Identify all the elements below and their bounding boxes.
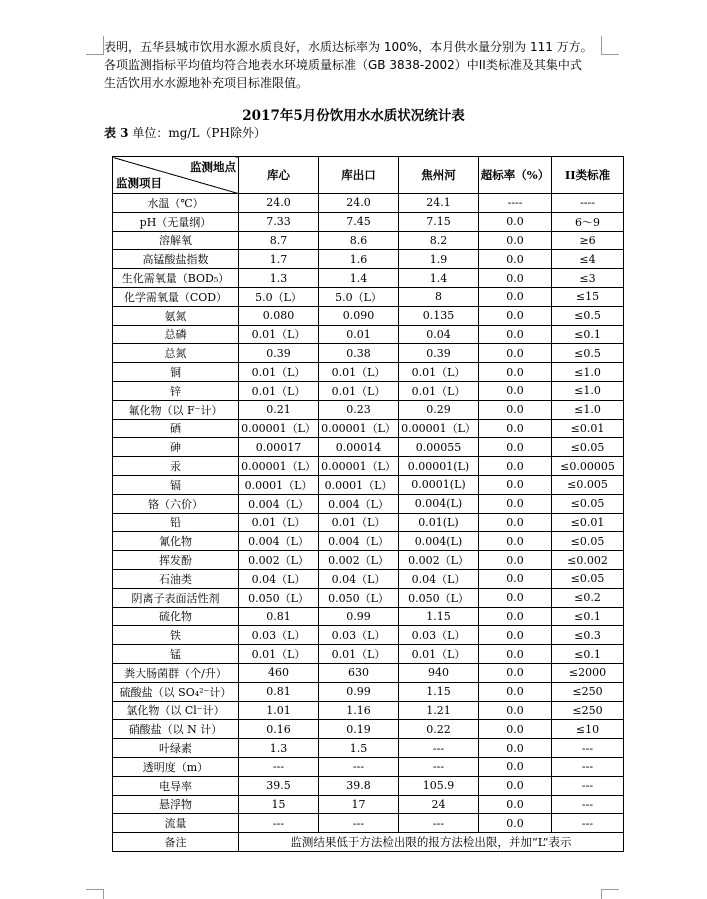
- exceed-rate-cell: 0.0: [479, 607, 552, 626]
- jiaozhouhe-cell: 8: [399, 287, 479, 306]
- table-row: [113, 814, 624, 833]
- kuchukou-cell: 0.004（L）: [319, 532, 399, 551]
- jiaozhouhe-cell: 1.4: [399, 269, 479, 288]
- class-ii-standard-cell: ≤0.01: [552, 419, 624, 438]
- class-ii-standard-cell: ≤0.05: [552, 532, 624, 551]
- class-ii-standard-cell: ≤10: [552, 720, 624, 739]
- exceed-rate-cell: 0.0: [479, 757, 552, 776]
- class-ii-standard-cell: ---: [552, 776, 624, 795]
- item-cell: 流量: [113, 814, 239, 833]
- remarks-label: 备注: [113, 833, 239, 852]
- table-row: [113, 475, 624, 494]
- crop-mark-bottom-right-v: [601, 889, 602, 899]
- exceed-rate-cell: 0.0: [479, 287, 552, 306]
- exceed-rate-cell: 0.0: [479, 419, 552, 438]
- jiaozhouhe-cell: 0.22: [399, 720, 479, 739]
- item-cell: 硒: [113, 419, 239, 438]
- table-row: [113, 363, 624, 382]
- class-ii-standard-cell: ≤0.3: [552, 626, 624, 645]
- kuchukou-cell: 0.002（L）: [319, 551, 399, 570]
- table-row: [113, 212, 624, 231]
- jiaozhouhe-cell: 0.00055: [399, 438, 479, 457]
- kuxin-cell: 0.01（L）: [239, 645, 319, 664]
- crop-mark-bottom-left-v: [103, 889, 104, 899]
- kuxin-cell: 0.00001（L）: [239, 419, 319, 438]
- exceed-rate-cell: 0.0: [479, 438, 552, 457]
- exceed-rate-cell: 0.0: [479, 720, 552, 739]
- jiaozhouhe-cell: 0.004(L): [399, 532, 479, 551]
- kuxin-cell: 460: [239, 663, 319, 682]
- kuxin-cell: 0.16: [239, 720, 319, 739]
- item-cell: 水温（℃）: [113, 194, 239, 213]
- jiaozhouhe-cell: 1.15: [399, 682, 479, 701]
- kuchukou-cell: 0.01（L）: [319, 645, 399, 664]
- exceed-rate-cell: 0.0: [479, 457, 552, 476]
- item-cell: 悬浮物: [113, 795, 239, 814]
- exceed-rate-cell: 0.0: [479, 663, 552, 682]
- kuchukou-cell: 1.4: [319, 269, 399, 288]
- class-ii-standard-cell: ---: [552, 795, 624, 814]
- class-ii-standard-cell: ≤0.1: [552, 325, 624, 344]
- class-ii-standard-cell: ≤0.05: [552, 438, 624, 457]
- kuxin-cell: 0.21: [239, 400, 319, 419]
- kuxin-cell: 5.0（L）: [239, 287, 319, 306]
- exceed-rate-cell: 0.0: [479, 475, 552, 494]
- table-title: 2017年5月份饮用水水质状况统计表: [242, 108, 465, 124]
- kuchukou-cell: 8.6: [319, 231, 399, 250]
- item-cell: 铁: [113, 626, 239, 645]
- kuxin-cell: 0.002（L）: [239, 551, 319, 570]
- kuchukou-cell: 24.0: [319, 194, 399, 213]
- crop-mark-bottom-left-h: [86, 889, 104, 890]
- jiaozhouhe-cell: 0.01（L）: [399, 381, 479, 400]
- table-row: [113, 231, 624, 250]
- class-ii-standard-cell: ≤15: [552, 287, 624, 306]
- jiaozhouhe-cell: 1.15: [399, 607, 479, 626]
- class-ii-standard-cell: ≤0.002: [552, 551, 624, 570]
- crop-mark-top-left-h: [86, 54, 104, 55]
- kuxin-cell: 7.33: [239, 212, 319, 231]
- item-cell: 生化需氧量（BOD₅）: [113, 269, 239, 288]
- jiaozhouhe-cell: 0.00001（L）: [399, 419, 479, 438]
- class-ii-standard-cell: ≤3: [552, 269, 624, 288]
- exceed-rate-cell: 0.0: [479, 569, 552, 588]
- kuchukou-cell: 0.99: [319, 607, 399, 626]
- kuchukou-cell: 0.01（L）: [319, 363, 399, 382]
- exceed-rate-cell: 0.0: [479, 513, 552, 532]
- table-row: [113, 626, 624, 645]
- class-ii-standard-cell: ≥6: [552, 231, 624, 250]
- exceed-rate-cell: 0.0: [479, 551, 552, 570]
- kuxin-cell: 0.81: [239, 607, 319, 626]
- item-cell: 溶解氧: [113, 231, 239, 250]
- table-row: [113, 776, 624, 795]
- class-ii-standard-cell: ---: [552, 739, 624, 758]
- kuxin-cell: 15: [239, 795, 319, 814]
- kuchukou-cell: 0.23: [319, 400, 399, 419]
- item-cell: 锌: [113, 381, 239, 400]
- col-header: 超标率（%）: [479, 157, 552, 194]
- intro-line: 表明，五华县城市饮用水源水质良好，水质达标率为 100%，本月供水量分别为 111 万方。: [104, 40, 593, 54]
- jiaozhouhe-cell: 0.135: [399, 306, 479, 325]
- exceed-rate-cell: 0.0: [479, 588, 552, 607]
- item-cell: 总磷: [113, 325, 239, 344]
- table-row: [113, 344, 624, 363]
- kuxin-cell: 0.04（L）: [239, 569, 319, 588]
- table-row: [113, 513, 624, 532]
- header-corner-cell: [113, 157, 239, 194]
- exceed-rate-cell: 0.0: [479, 231, 552, 250]
- table-row: [113, 419, 624, 438]
- header-row: [113, 157, 624, 194]
- kuxin-cell: 0.0001（L）: [239, 475, 319, 494]
- jiaozhouhe-cell: 8.2: [399, 231, 479, 250]
- col-header: 库心: [239, 157, 319, 194]
- class-ii-standard-cell: ---: [552, 757, 624, 776]
- table-row: [113, 739, 624, 758]
- kuchukou-cell: 630: [319, 663, 399, 682]
- col-header: 焦州河: [399, 157, 479, 194]
- class-ii-standard-cell: ≤0.5: [552, 344, 624, 363]
- class-ii-standard-cell: ≤250: [552, 682, 624, 701]
- class-ii-standard-cell: ≤1.0: [552, 381, 624, 400]
- kuchukou-cell: ---: [319, 757, 399, 776]
- kuxin-cell: 0.81: [239, 682, 319, 701]
- kuchukou-cell: 0.19: [319, 720, 399, 739]
- table-row: [113, 194, 624, 213]
- jiaozhouhe-cell: 0.29: [399, 400, 479, 419]
- table-row: [113, 663, 624, 682]
- kuxin-cell: 0.00017: [239, 438, 319, 457]
- class-ii-standard-cell: ----: [552, 194, 624, 213]
- class-ii-standard-cell: ≤2000: [552, 663, 624, 682]
- jiaozhouhe-cell: 24.1: [399, 194, 479, 213]
- class-ii-standard-cell: 6～9: [552, 212, 624, 231]
- class-ii-standard-cell: ≤0.00005: [552, 457, 624, 476]
- exceed-rate-cell: 0.0: [479, 494, 552, 513]
- jiaozhouhe-cell: ---: [399, 757, 479, 776]
- crop-mark-bottom-right-h: [601, 889, 619, 890]
- item-cell: 叶绿素: [113, 739, 239, 758]
- corner-location-label: 监测地点: [190, 160, 236, 174]
- table-row: [113, 551, 624, 570]
- item-cell: 汞: [113, 457, 239, 476]
- item-cell: 总氮: [113, 344, 239, 363]
- kuxin-cell: 0.01（L）: [239, 363, 319, 382]
- item-cell: 铜: [113, 363, 239, 382]
- table-row: [113, 645, 624, 664]
- class-ii-standard-cell: ≤0.05: [552, 569, 624, 588]
- kuxin-cell: 24.0: [239, 194, 319, 213]
- col-header: II类标准: [552, 157, 624, 194]
- exceed-rate-cell: 0.0: [479, 776, 552, 795]
- remarks-text: 监测结果低于方法检出限的报方法检出限，并加“L”表示: [239, 833, 624, 852]
- exceed-rate-cell: 0.0: [479, 306, 552, 325]
- item-cell: 硫化物: [113, 607, 239, 626]
- class-ii-standard-cell: ≤0.1: [552, 607, 624, 626]
- kuchukou-cell: 0.01（L）: [319, 513, 399, 532]
- table-row: [113, 250, 624, 269]
- item-cell: 氯化物（以 Cl⁻计）: [113, 701, 239, 720]
- kuchukou-cell: 0.01: [319, 325, 399, 344]
- kuchukou-cell: 0.00001（L）: [319, 457, 399, 476]
- table-body: [113, 157, 624, 852]
- jiaozhouhe-cell: 1.9: [399, 250, 479, 269]
- item-cell: 氰化物: [113, 532, 239, 551]
- exceed-rate-cell: 0.0: [479, 325, 552, 344]
- exceed-rate-cell: 0.0: [479, 701, 552, 720]
- item-cell: 镉: [113, 475, 239, 494]
- jiaozhouhe-cell: 940: [399, 663, 479, 682]
- jiaozhouhe-cell: 0.0001(L): [399, 475, 479, 494]
- table-row: [113, 682, 624, 701]
- class-ii-standard-cell: ≤1.0: [552, 363, 624, 382]
- kuchukou-cell: 0.050（L）: [319, 588, 399, 607]
- class-ii-standard-cell: ≤0.1: [552, 645, 624, 664]
- class-ii-standard-cell: ≤0.005: [552, 475, 624, 494]
- jiaozhouhe-cell: 0.39: [399, 344, 479, 363]
- item-cell: 化学需氧量（COD）: [113, 287, 239, 306]
- kuxin-cell: 0.004（L）: [239, 494, 319, 513]
- jiaozhouhe-cell: 0.004(L): [399, 494, 479, 513]
- kuchukou-cell: ---: [319, 814, 399, 833]
- item-cell: 氨氮: [113, 306, 239, 325]
- exceed-rate-cell: 0.0: [479, 739, 552, 758]
- jiaozhouhe-cell: 0.03（L）: [399, 626, 479, 645]
- item-cell: 铬（六价）: [113, 494, 239, 513]
- kuxin-cell: 39.5: [239, 776, 319, 795]
- jiaozhouhe-cell: 0.01(L): [399, 513, 479, 532]
- table-number: 表 3: [104, 126, 129, 140]
- jiaozhouhe-cell: 0.002（L）: [399, 551, 479, 570]
- kuchukou-cell: 0.090: [319, 306, 399, 325]
- exceed-rate-cell: 0.0: [479, 344, 552, 363]
- class-ii-standard-cell: ≤4: [552, 250, 624, 269]
- table-row: [113, 720, 624, 739]
- kuchukou-cell: 17: [319, 795, 399, 814]
- jiaozhouhe-cell: 0.01（L）: [399, 645, 479, 664]
- table-row: [113, 532, 624, 551]
- kuxin-cell: 1.3: [239, 739, 319, 758]
- exceed-rate-cell: 0.0: [479, 626, 552, 645]
- exceed-rate-cell: 0.0: [479, 381, 552, 400]
- kuchukou-cell: 0.00001（L）: [319, 419, 399, 438]
- exceed-rate-cell: 0.0: [479, 645, 552, 664]
- table-row: [113, 494, 624, 513]
- kuxin-cell: ---: [239, 814, 319, 833]
- kuchukou-cell: 0.38: [319, 344, 399, 363]
- kuchukou-cell: 0.04（L）: [319, 569, 399, 588]
- class-ii-standard-cell: ≤0.01: [552, 513, 624, 532]
- exceed-rate-cell: 0.0: [479, 795, 552, 814]
- item-cell: 铅: [113, 513, 239, 532]
- table-row: [113, 269, 624, 288]
- table-row: [113, 381, 624, 400]
- jiaozhouhe-cell: 105.9: [399, 776, 479, 795]
- exceed-rate-cell: 0.0: [479, 363, 552, 382]
- table-row: [113, 438, 624, 457]
- kuxin-cell: 1.01: [239, 701, 319, 720]
- kuchukou-cell: 0.004（L）: [319, 494, 399, 513]
- exceed-rate-cell: 0.0: [479, 532, 552, 551]
- table-row: [113, 325, 624, 344]
- jiaozhouhe-cell: 0.050（L）: [399, 588, 479, 607]
- item-cell: pH（无量纲）: [113, 212, 239, 231]
- item-cell: 石油类: [113, 569, 239, 588]
- water-quality-table: [112, 156, 624, 852]
- col-header: 库出口: [319, 157, 399, 194]
- kuxin-cell: 0.01（L）: [239, 325, 319, 344]
- kuchukou-cell: 0.01（L）: [319, 381, 399, 400]
- jiaozhouhe-cell: 0.00001(L): [399, 457, 479, 476]
- jiaozhouhe-cell: 0.04（L）: [399, 569, 479, 588]
- class-ii-standard-cell: ≤0.2: [552, 588, 624, 607]
- kuxin-cell: 0.004（L）: [239, 532, 319, 551]
- item-cell: 高锰酸盐指数: [113, 250, 239, 269]
- jiaozhouhe-cell: ---: [399, 814, 479, 833]
- class-ii-standard-cell: ---: [552, 814, 624, 833]
- kuchukou-cell: 39.8: [319, 776, 399, 795]
- item-cell: 阴离子表面活性剂: [113, 588, 239, 607]
- kuxin-cell: 0.080: [239, 306, 319, 325]
- kuxin-cell: 1.7: [239, 250, 319, 269]
- kuchukou-cell: 0.99: [319, 682, 399, 701]
- item-cell: 锰: [113, 645, 239, 664]
- table-row: [113, 306, 624, 325]
- item-cell: 透明度（m）: [113, 757, 239, 776]
- class-ii-standard-cell: ≤250: [552, 701, 624, 720]
- table-row: [113, 607, 624, 626]
- table-row: [113, 588, 624, 607]
- item-cell: 电导率: [113, 776, 239, 795]
- item-cell: 砷: [113, 438, 239, 457]
- jiaozhouhe-cell: 24: [399, 795, 479, 814]
- exceed-rate-cell: 0.0: [479, 682, 552, 701]
- intro-line: 生活饮用水水源地补充项目标准限值。: [104, 76, 309, 90]
- kuchukou-cell: 0.03（L）: [319, 626, 399, 645]
- kuchukou-cell: 5.0（L）: [319, 287, 399, 306]
- table-row: [113, 457, 624, 476]
- item-cell: 氟化物（以 F⁻计）: [113, 400, 239, 419]
- kuchukou-cell: 1.6: [319, 250, 399, 269]
- table-row: [113, 400, 624, 419]
- table-row: [113, 287, 624, 306]
- jiaozhouhe-cell: 0.01（L）: [399, 363, 479, 382]
- exceed-rate-cell: 0.0: [479, 400, 552, 419]
- intro-line: 各项监测指标平均值均符合地表水环境质量标准（GB 3838-2002）中II类标准及其集中式: [104, 58, 582, 72]
- kuchukou-cell: 0.00014: [319, 438, 399, 457]
- table-row: [113, 701, 624, 720]
- item-cell: 粪大肠菌群（个/升）: [113, 663, 239, 682]
- item-cell: 挥发酚: [113, 551, 239, 570]
- jiaozhouhe-cell: 7.15: [399, 212, 479, 231]
- item-cell: 硫酸盐（以 SO₄²⁻计）: [113, 682, 239, 701]
- exceed-rate-cell: ----: [479, 194, 552, 213]
- kuchukou-cell: 1.5: [319, 739, 399, 758]
- kuxin-cell: 1.3: [239, 269, 319, 288]
- jiaozhouhe-cell: ---: [399, 739, 479, 758]
- table-unit: 单位：mg/L（PH除外）: [132, 126, 266, 140]
- exceed-rate-cell: 0.0: [479, 212, 552, 231]
- table-row: [113, 569, 624, 588]
- kuxin-cell: 0.01（L）: [239, 513, 319, 532]
- exceed-rate-cell: 0.0: [479, 814, 552, 833]
- kuxin-cell: 0.050（L）: [239, 588, 319, 607]
- class-ii-standard-cell: ≤0.5: [552, 306, 624, 325]
- kuchukou-cell: 0.0001（L）: [319, 475, 399, 494]
- class-ii-standard-cell: ≤0.05: [552, 494, 624, 513]
- exceed-rate-cell: 0.0: [479, 250, 552, 269]
- kuxin-cell: ---: [239, 757, 319, 776]
- kuxin-cell: 0.39: [239, 344, 319, 363]
- kuxin-cell: 0.03（L）: [239, 626, 319, 645]
- table-row: [113, 757, 624, 776]
- kuxin-cell: 0.01（L）: [239, 381, 319, 400]
- kuchukou-cell: 1.16: [319, 701, 399, 720]
- remarks-row: [113, 833, 624, 852]
- table-row: [113, 795, 624, 814]
- corner-item-label: 监测项目: [116, 176, 162, 190]
- item-cell: 硝酸盐（以 N 计）: [113, 720, 239, 739]
- intro-paragraph: [104, 38, 624, 92]
- table-caption: [104, 124, 266, 141]
- jiaozhouhe-cell: 1.21: [399, 701, 479, 720]
- kuchukou-cell: 7.45: [319, 212, 399, 231]
- exceed-rate-cell: 0.0: [479, 269, 552, 288]
- class-ii-standard-cell: ≤1.0: [552, 400, 624, 419]
- kuxin-cell: 0.00001（L）: [239, 457, 319, 476]
- kuxin-cell: 8.7: [239, 231, 319, 250]
- jiaozhouhe-cell: 0.04: [399, 325, 479, 344]
